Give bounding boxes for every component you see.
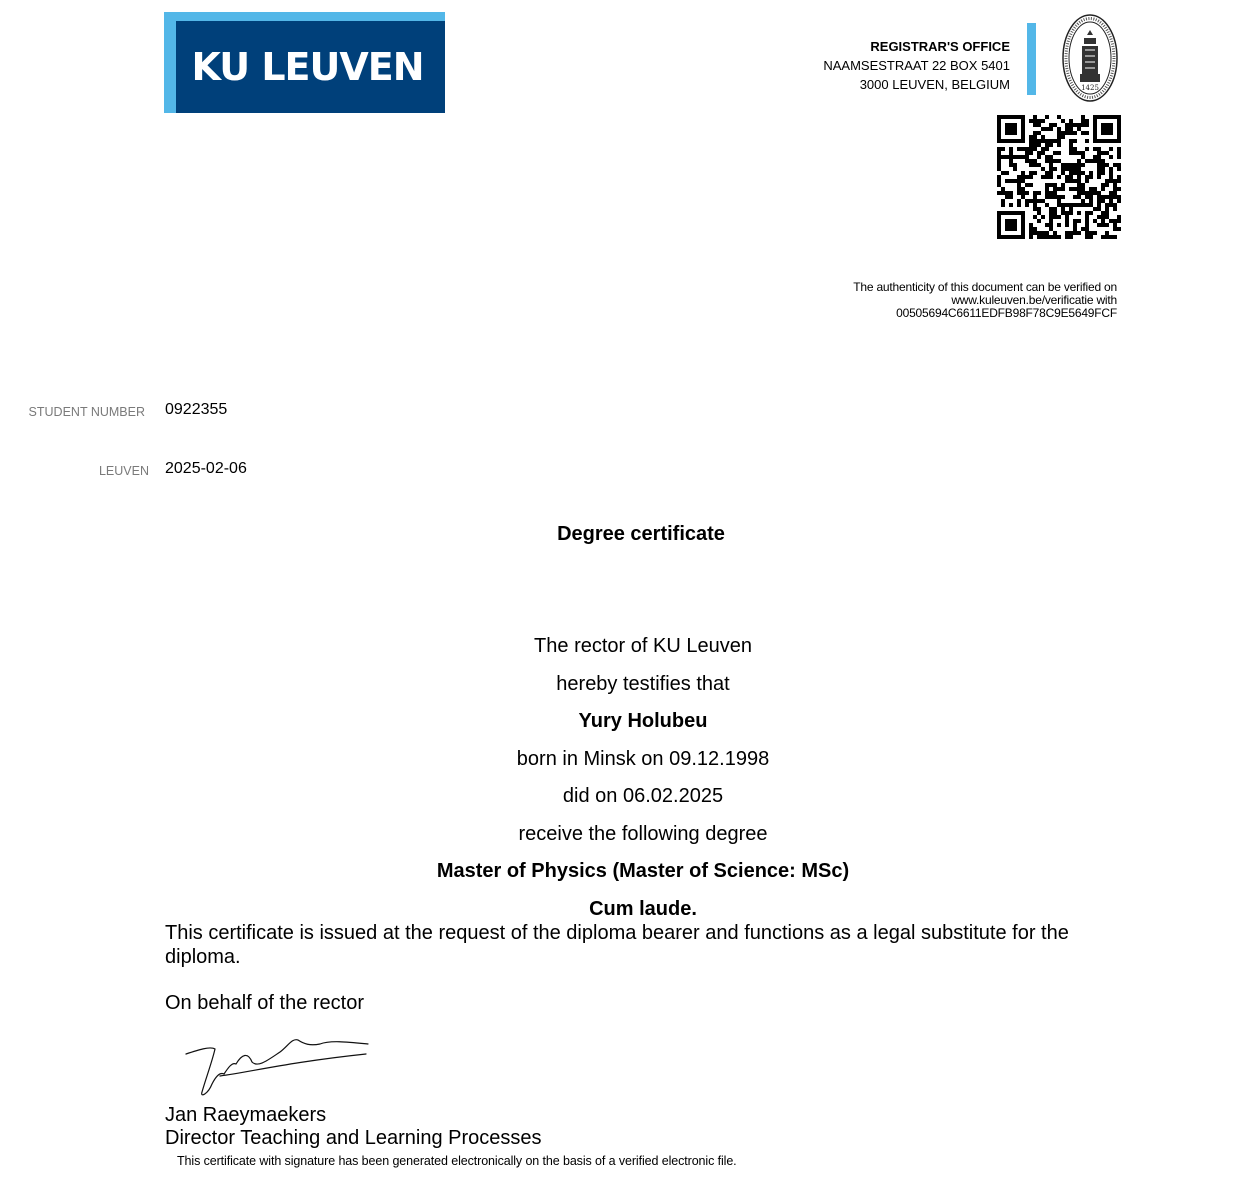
rector-line: The rector of KU Leuven [534,635,752,657]
electronic-signature-footnote: This certificate with signature has been generated electronically on the basis of a verified electronic file. [177,1154,737,1168]
graduate-name: Yury Holubeu [578,710,708,732]
handwritten-signature [180,1032,380,1104]
university-seal-icon [1060,12,1120,104]
legal-statement: This certificate is issued at the request of the diploma bearer and functions as a legal substitute for the diploma. [165,922,1069,968]
verification-qr-code[interactable] [997,115,1121,239]
logo-panel [176,21,445,113]
signer-role: Director Teaching and Learning Processes [165,1127,542,1149]
registrar-address-line2: 3000 LEUVEN, BELGIUM [859,77,1010,92]
birth-line: born in Minsk on 09.12.1998 [516,748,770,770]
signer-name: Jan Raeymaekers [165,1104,327,1126]
verification-code: 00505694C6611EDFB98F78C9E5649FCF [896,306,1117,320]
place-label: LEUVEN [98,464,149,478]
logo-text: KU LEUVEN [191,45,424,89]
issue-date: 2025-02-06 [165,460,247,477]
degree-name: Master of Physics (Master of Science: MSc) [436,860,850,882]
verification-line1: The authenticity of this document can be verified on [853,280,1117,294]
document-title: Degree certificate [557,523,725,545]
verification-note [853,281,1117,320]
registrar-accent-bar [1027,23,1036,95]
student-number-value: 0922355 [165,401,228,418]
ku-leuven-logo [164,12,445,113]
registrar-title: REGISTRAR'S OFFICE [870,39,1010,54]
award-date-line: did on 06.02.2025 [562,785,724,807]
registrar-address [823,37,1010,94]
receive-line: receive the following degree [518,823,768,845]
registrar-address-line1: NAAMSESTRAAT 22 BOX 5401 [823,58,1010,73]
testifies-line: hereby testifies that [556,673,730,695]
seal-year: 1425 [1081,84,1099,92]
verification-link[interactable]: www.kuleuven.be/verificatie with [951,293,1117,307]
student-number-label: STUDENT NUMBER [28,405,145,419]
honours: Cum laude. [589,898,697,920]
on-behalf-line: On behalf of the rector [165,992,365,1014]
